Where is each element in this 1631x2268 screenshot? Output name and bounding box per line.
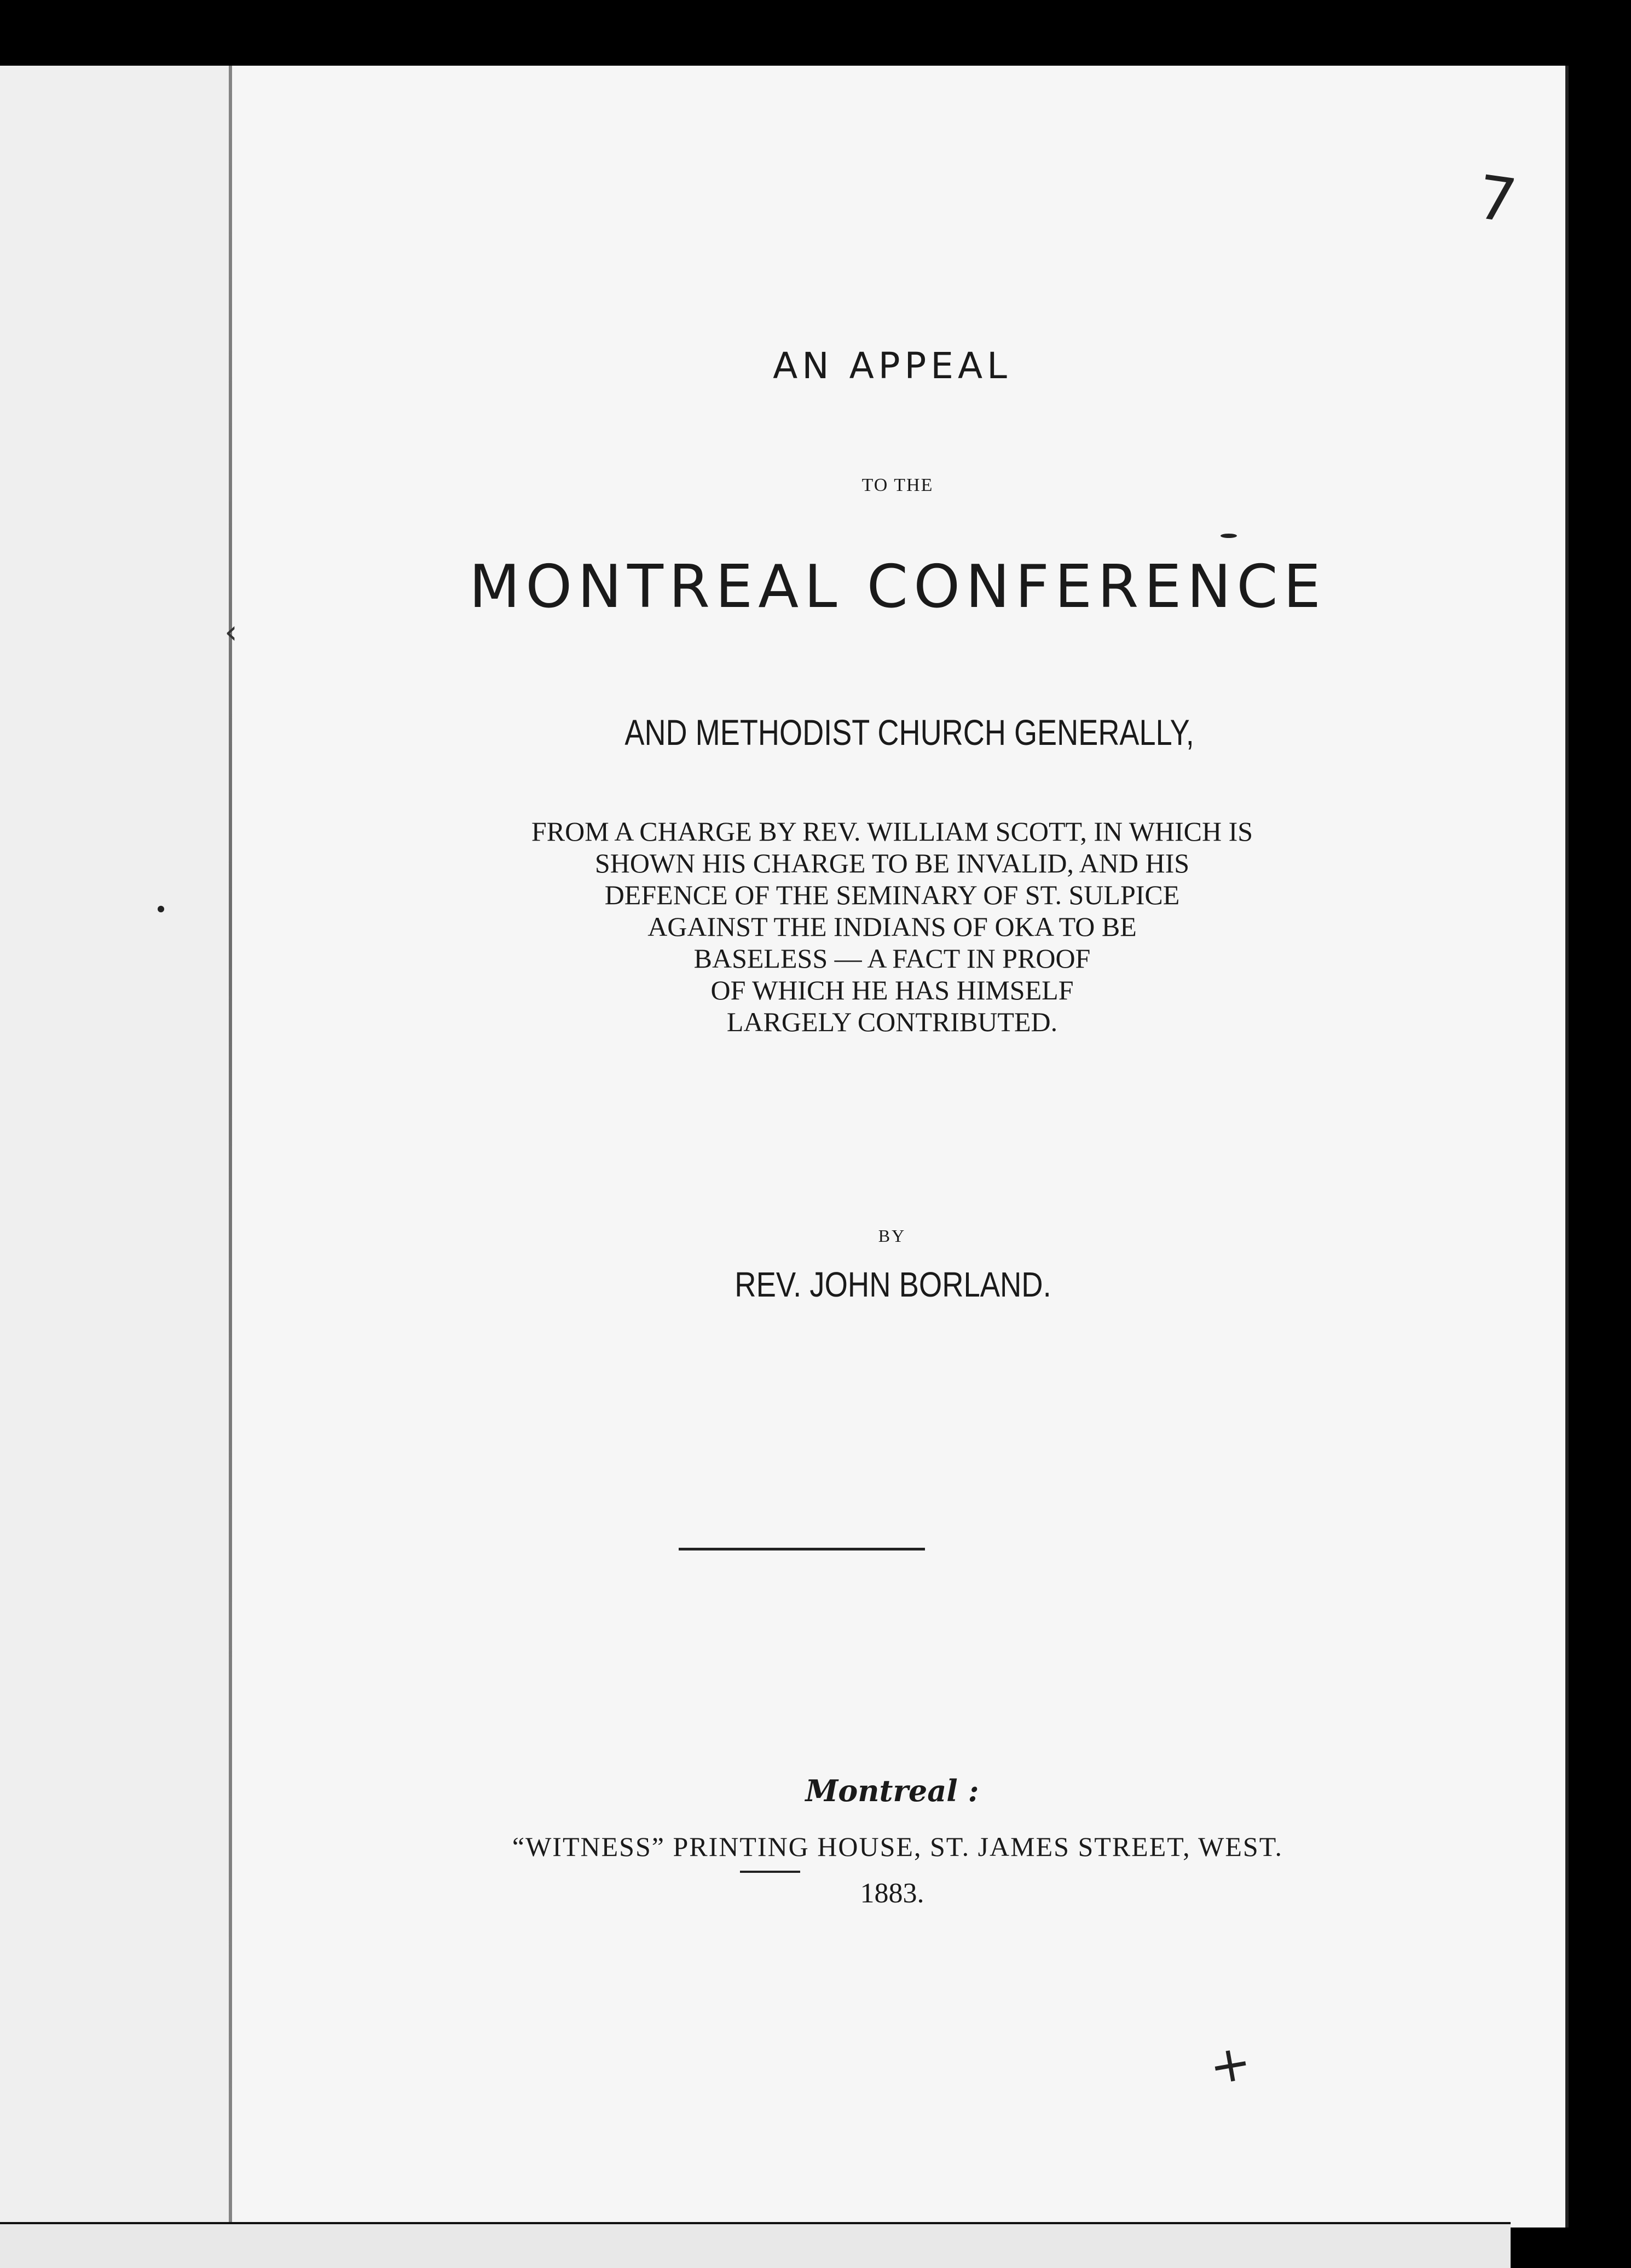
description-line: BASELESS — A FACT IN PROOF: [693, 943, 1091, 974]
speck-dot: [158, 906, 164, 912]
description-block: [219, 815, 1565, 1038]
description-line: FROM A CHARGE BY REV. WILLIAM SCOTT, IN WHICH IS: [531, 816, 1253, 847]
underlying-page-edge: [0, 2222, 1511, 2268]
title-methodist-church: AND METHODIST CHURCH GENERALLY,: [624, 712, 1194, 753]
publication-year: 1883.: [860, 1878, 924, 1909]
title-an-appeal: AN APPEAL: [773, 345, 1011, 387]
divider-rule: [679, 1548, 925, 1550]
handwritten-seven-mark: 7: [1473, 161, 1521, 237]
description-line: AGAINST THE INDIANS OF OKA TO BE: [647, 911, 1137, 942]
description-line: SHOWN HIS CHARGE TO BE INVALID, AND HIS: [594, 848, 1190, 878]
small-divider: [740, 1871, 800, 1873]
description-line: OF WHICH HE HAS HIMSELF: [710, 975, 1074, 1005]
title-montreal-conference: MONTREAL CONFERENCE: [469, 553, 1326, 621]
margin-bracket-mark: ‹: [224, 613, 238, 651]
publication-place: Montreal :: [805, 1773, 979, 1808]
description-line: DEFENCE OF THE SEMINARY OF ST. SULPICE: [604, 880, 1180, 910]
printer-line: “WITNESS” PRINTING HOUSE, ST. JAMES STREET, WEST.: [512, 1831, 1283, 1862]
title-to-the: TO THE: [861, 475, 934, 495]
speck-dash: [1221, 534, 1237, 538]
by-label: BY: [878, 1226, 906, 1246]
handwritten-plus-mark: +: [1205, 2033, 1256, 2097]
author-name: REV. JOHN BORLAND.: [734, 1265, 1051, 1304]
description-line: LARGELY CONTRIBUTED.: [726, 1006, 1058, 1037]
